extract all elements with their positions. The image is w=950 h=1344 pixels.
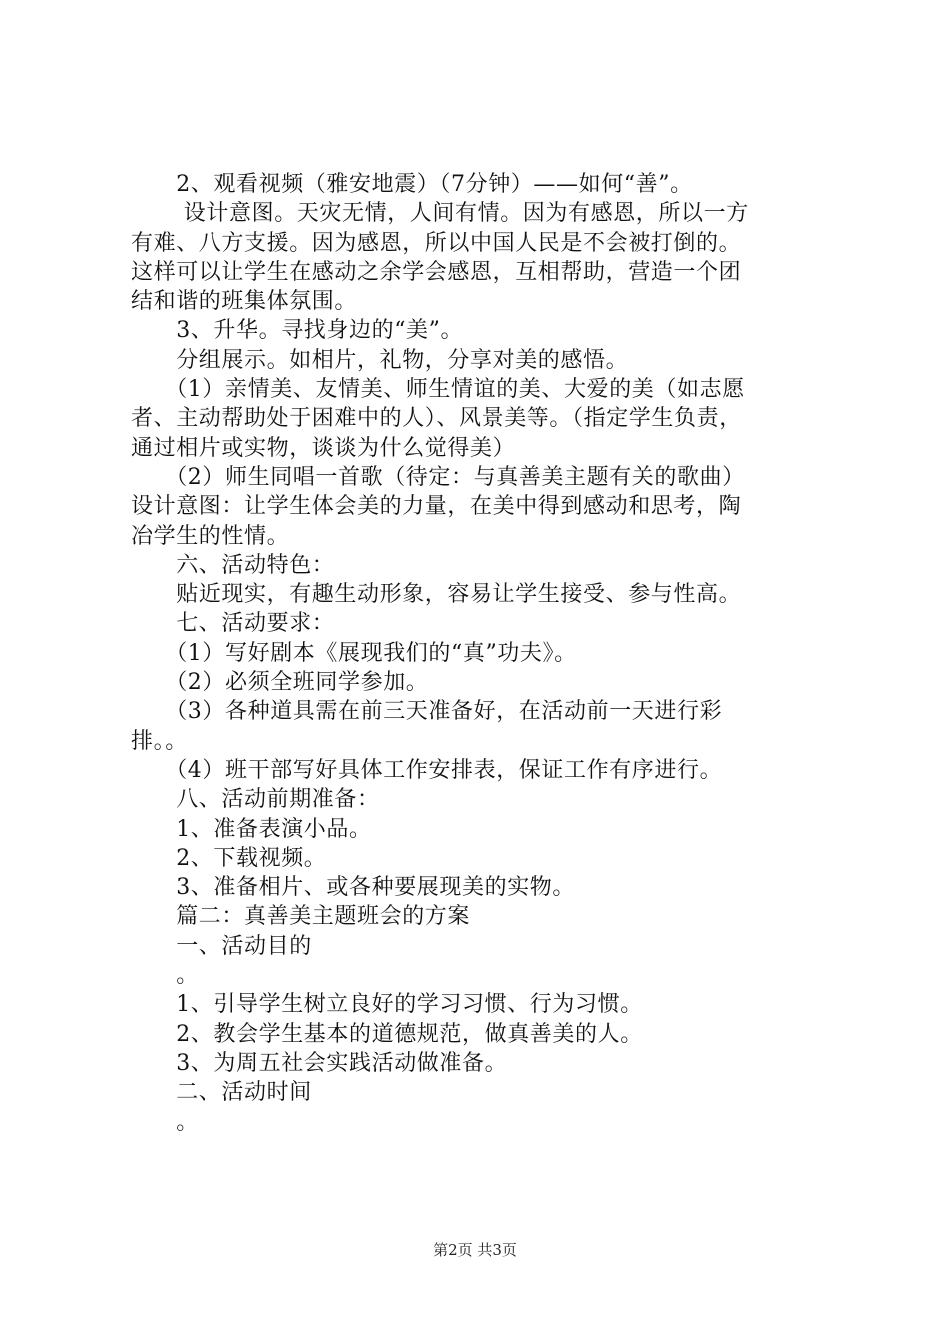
text-line: 3、为周五社会实践活动做准备。 xyxy=(131,1050,508,1076)
text-line: 设计意图：让学生体会美的力量，在美中得到感动和思考，陶 xyxy=(131,494,742,520)
text-line: 者、主动帮助处于困难中的人）、风景美等。（指定学生负责， xyxy=(131,406,742,432)
text-line: 分组展示。如相片，礼物，分享对美的感悟。 xyxy=(131,347,629,373)
document-body xyxy=(131,170,831,1137)
text-line: （1）亲情美、友情美、师生情谊的美、大爱的美（如志愿 xyxy=(131,377,745,403)
text-line: （2）必须全班同学参加。 xyxy=(131,670,429,696)
text-line: （2）师生同唱一首歌（待定：与真善美主题有关的歌曲） xyxy=(131,464,745,490)
page-footer: 第2页 共3页 xyxy=(433,1241,517,1259)
text-line: （1）写好剧本《展现我们的“真”功夫》。 xyxy=(131,640,577,666)
text-line: 3、升华。寻找身边的“美”。 xyxy=(131,318,464,344)
text-line: 设计意图。天灾无情，人间有情。因为有感恩，所以一方 xyxy=(131,201,749,227)
text-line: 1、引导学生树立良好的学习习惯、行为习惯。 xyxy=(131,992,643,1018)
text-line: （3）各种道具需在前三天准备好，在活动前一天进行彩 xyxy=(131,699,723,725)
text-line: 排。。 xyxy=(131,728,188,754)
text-line: 3、准备相片、或各种要展现美的实物。 xyxy=(131,875,575,901)
text-line: 结和谐的班集体氛围。 xyxy=(131,289,358,315)
text-line: 。 xyxy=(131,1109,199,1135)
part-title: 篇二：真善美主题班会的方案 xyxy=(131,904,471,930)
section-heading: 八、活动前期准备： xyxy=(131,787,380,813)
text-line: 2、观看视频（雅安地震）（7分钟）——如何“善”。 xyxy=(131,172,693,197)
text-line: （4）班干部写好具体工作安排表，保证工作有序进行。 xyxy=(131,757,723,783)
section-heading: 六、活动特色： xyxy=(131,552,335,578)
section-heading: 七、活动要求： xyxy=(131,611,335,637)
text-line: 。 xyxy=(131,963,199,989)
section-heading: 二、活动时间 xyxy=(131,1080,312,1106)
text-line: 2、下载视频。 xyxy=(131,845,327,871)
section-heading: 一、活动目的 xyxy=(131,933,312,959)
text-line: 贴近现实，有趣生动形象，容易让学生接受、参与性高。 xyxy=(131,582,742,608)
text-line: 2、教会学生基本的道德规范，做真善美的人。 xyxy=(131,1021,643,1047)
text-line: 有难、八方支援。因为感恩，所以中国人民是不会被打倒的。 xyxy=(131,230,742,256)
text-line: 1、准备表演小品。 xyxy=(131,816,372,842)
text-line: 通过相片或实物，谈谈为什么觉得美） xyxy=(131,435,516,461)
text-line: 冶学生的性情。 xyxy=(131,523,290,549)
text-line: 这样可以让学生在感动之余学会感恩，互相帮助，营造一个团 xyxy=(131,259,742,285)
